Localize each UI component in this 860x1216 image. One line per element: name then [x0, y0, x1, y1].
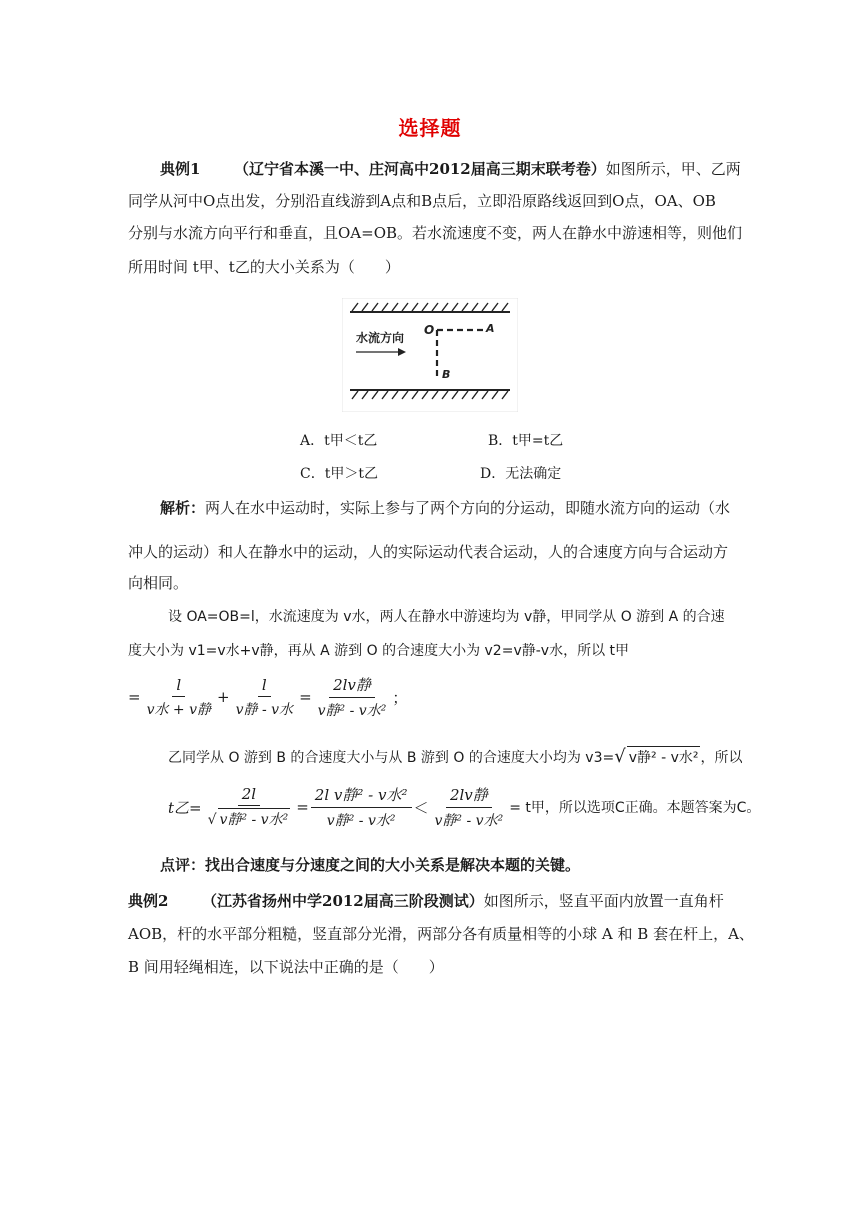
flow-direction-label: 水流方向 [356, 331, 405, 345]
analysis-line-1 [160, 497, 730, 518]
eq2-f3-denominator: v静² - v水² [434, 813, 504, 829]
eq2-f1-denominator: √ v静² - v水² [204, 806, 295, 829]
eq1-f1-denominator: v水 + v静 [146, 701, 212, 718]
eq2-f2-denominator: v静² - v水² [326, 813, 396, 829]
example1-source: （辽宁省本溪一中、庄河高中2012届高三期末联考卷） [234, 160, 606, 178]
example2-label: 典例2 [128, 892, 169, 910]
option-a: A．t甲＜t乙 [300, 433, 378, 449]
example2-question-line-3: B 间用轻绳相连，以下说法中正确的是（ ） [128, 958, 444, 976]
example1-question-line-2: 同学从河中O点出发，分别沿直线游到A点和B点后，立即沿原路线返回到O点，OA、OB [128, 192, 716, 210]
example2-question-line-1 [128, 890, 724, 911]
eq1-f2-denominator: v静 - v水 [235, 701, 294, 718]
option-b: B．t甲=t乙 [488, 433, 564, 449]
equation-2: t乙= $\frac{2l}{\text{√ v静² - v水²}}$ = $\frac{\text{2l v静² - v水²}}{\text{v静² - v水²}}$ ＜ $\frac{\text{2lv静}}{\text{v静² - v水²}}$ = t甲，所以选项C正确。本题答案为C。 [168, 785, 761, 829]
eq2-fraction-3 [431, 784, 508, 830]
analysis-text-1: 两人在水中运动时，实际上参与了两个方向的分运动，即随水流方向的运动（水 [205, 499, 731, 517]
eq2-lhs: t乙= [168, 798, 202, 817]
point-b-label: B [442, 368, 451, 381]
analysis-text-6-tail: ，所以 [700, 749, 743, 766]
eq2-f1-radicand: v静² - v水² [218, 808, 291, 829]
analysis-label: 解析： [160, 499, 206, 517]
example2-question-line-2: AOB，杆的水平部分粗糙，竖直部分光滑，两部分各有质量相等的小球 A 和 B 套在杆上，A、 [128, 925, 754, 943]
example2-source: （江苏省扬州中学2012届高三阶段测试） [202, 892, 484, 910]
eq1-f2-numerator: l [258, 676, 271, 697]
eq1-fraction-2 [232, 676, 297, 719]
eq2-f1-numerator: 2l [238, 785, 260, 806]
analysis-line-6 [168, 746, 742, 767]
eq2-fraction-1 [204, 785, 295, 829]
option-d: D．无法确定 [480, 466, 562, 482]
option-c: C．t甲＞t乙 [300, 466, 378, 482]
analysis-text-6: 乙同学从 O 游到 B 的合速度大小与从 B 游到 O 的合速度大小均为 v3= [168, 749, 615, 766]
river-diagram [342, 298, 518, 416]
eq2-f3-numerator: 2lv静 [446, 784, 492, 808]
comment-line [160, 854, 580, 875]
analysis-line-4: 设 OA=OB=l，水流速度为 v水，两人在静水中游速均为 v静，甲同学从 O 游到 A 的合速 [168, 609, 725, 625]
eq1-f3-numerator: 2lv静 [329, 674, 375, 698]
example1-question-line-1 [160, 158, 741, 179]
example1-question-line-4: 所用时间 t甲、t乙的大小关系为（ ） [128, 258, 400, 276]
eq2-fraction-2 [311, 784, 412, 830]
example1-label: 典例1 [160, 160, 201, 178]
example1-question-line-3: 分别与水流方向平行和垂直，且OA=OB。若水流速度不变，两人在静水中游速相等，则他们 [128, 224, 743, 242]
example2-question-text-1: 如图所示，竖直平面内放置一直角杆 [483, 892, 724, 910]
point-o-label: O [424, 323, 435, 337]
analysis-line-5: 度大小为 v1=v水+v静，再从 A 游到 O 的合速度大小为 v2=v静-v水，所以 t甲 [128, 643, 630, 659]
eq2-conclusion: = t甲，所以选项C正确。本题答案为C。 [509, 800, 761, 816]
v3-radicand: v静² - v水² [627, 746, 701, 767]
page-title: 选择题 [398, 116, 462, 140]
comment-text: 找出合速度与分速度之间的大小关系是解决本题的关键。 [205, 856, 581, 874]
example1-question-text-1: 如图所示，甲、乙两 [605, 160, 741, 178]
comment-label: 点评： [160, 856, 206, 874]
analysis-line-3: 向相同。 [128, 574, 189, 592]
analysis-line-2: 冲人的运动）和人在静水中的运动，人的实际运动代表合运动，人的合速度方向与合运动方 [128, 543, 729, 561]
eq2-f2-numerator: 2l v静² - v水² [311, 784, 412, 808]
equation-1: = $\frac{l}{\text{v水 + v静}}$ + $\frac{l}{\text{v静 - v水}}$ = $\frac{\text{2lv静}}{\text{v静² - v水²}}$ ； [128, 675, 408, 719]
eq1-fraction-3 [314, 674, 391, 720]
sqrt-symbol: √ [614, 746, 626, 767]
eq1-f1-numerator: l [172, 676, 185, 697]
river-diagram-figure [342, 298, 518, 412]
eq1-fraction-1 [143, 676, 215, 719]
eq1-f3-denominator: v静² - v水² [317, 703, 387, 719]
point-a-label: A [486, 322, 495, 335]
